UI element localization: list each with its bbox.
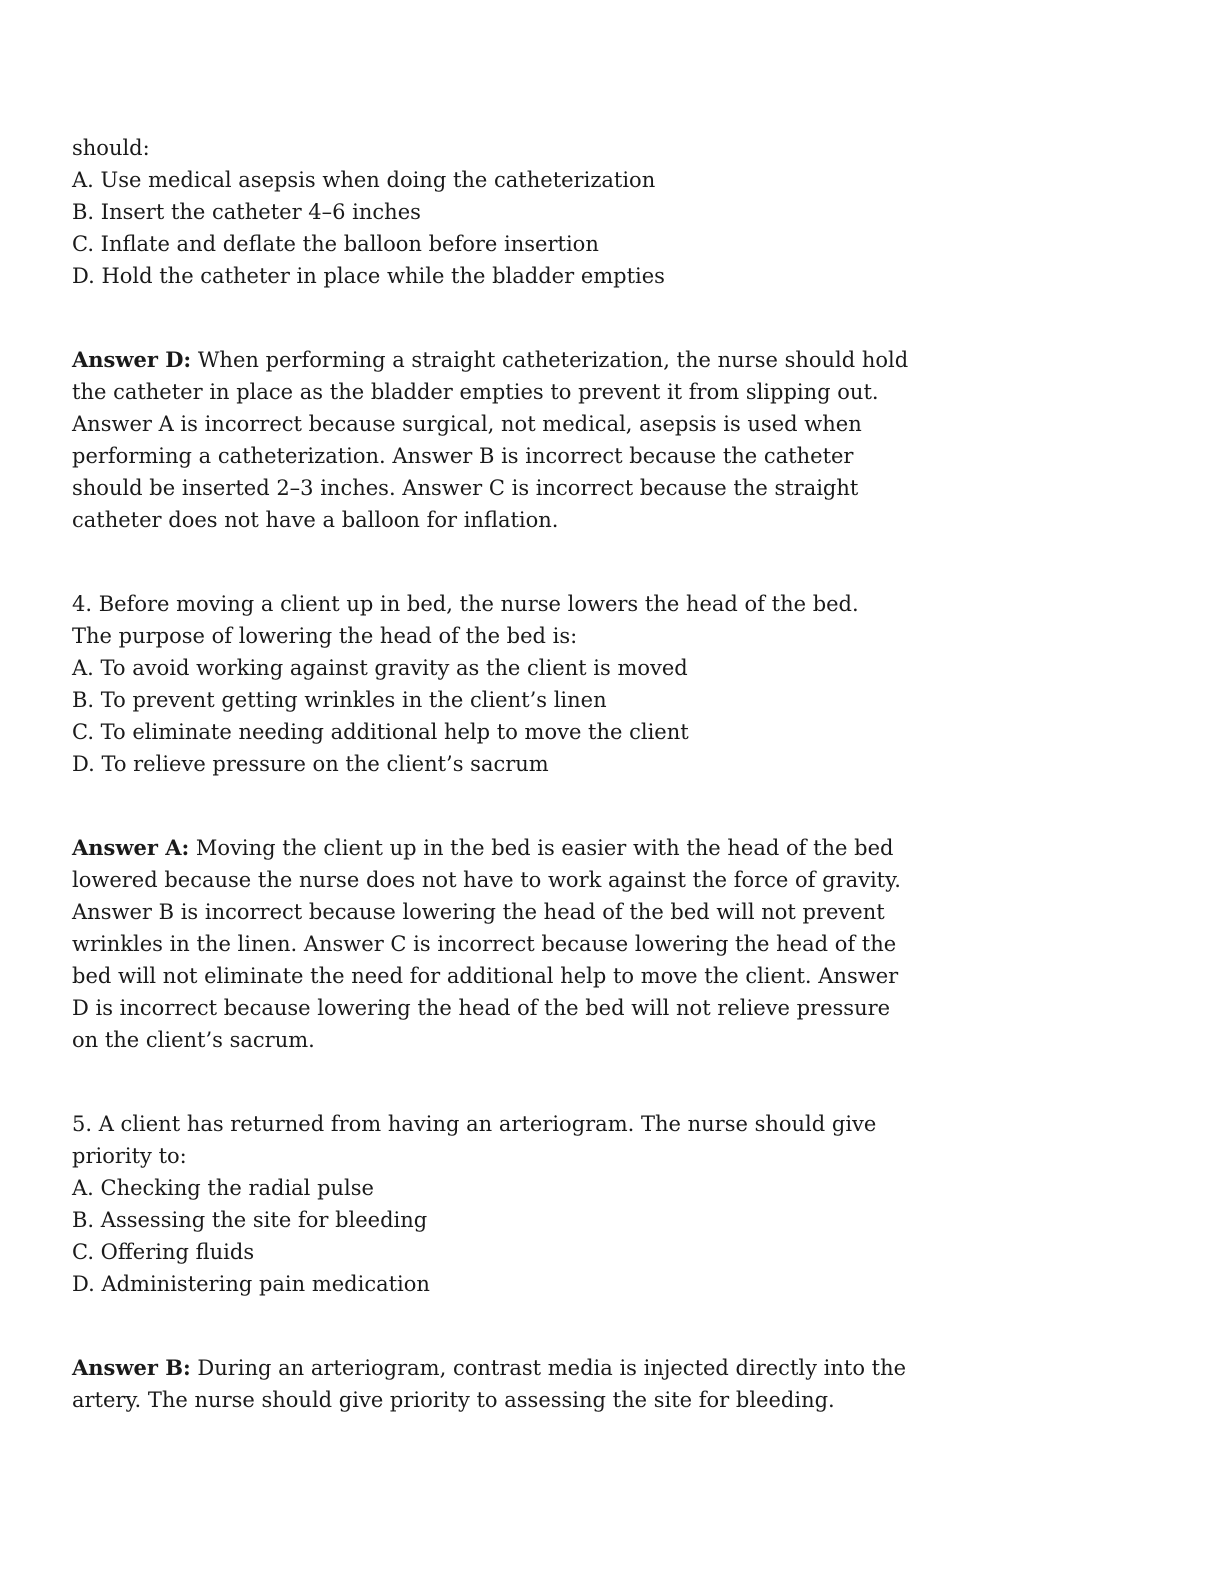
answer-line: [72, 832, 894, 864]
question-stem: The purpose of lowering the head of the bed is:: [72, 624, 578, 648]
option-d: D. Administering pain medication: [72, 1272, 430, 1296]
question-stem: 5. A client has returned from having an arteriogram. The nurse should give: [72, 1112, 877, 1136]
answer-text: During an arteriogram, contrast media is injected directly into the: [190, 1356, 907, 1380]
option-d: D. Hold the catheter in place while the bladder empties: [72, 264, 665, 288]
option-a: A. To avoid working against gravity as the client is moved: [72, 656, 688, 680]
question-stem: should:: [72, 136, 150, 160]
answer-4: [72, 832, 901, 1056]
option-b: B. To prevent getting wrinkles in the client’s linen: [72, 688, 607, 712]
option-c: C. Offering fluids: [72, 1240, 255, 1264]
answer-line: D is incorrect because lowering the head of the bed will not relieve pressure: [72, 996, 891, 1020]
option-b: B. Assessing the site for bleeding: [72, 1208, 428, 1232]
question-3: [72, 132, 872, 292]
answer-label: Answer D:: [72, 347, 192, 372]
option-a: A. Checking the radial pulse: [72, 1176, 374, 1200]
answer-line: [72, 1352, 907, 1384]
answer-line: Answer A is incorrect because surgical, not medical, asepsis is used when: [72, 412, 862, 436]
question-5: [72, 1108, 877, 1300]
answer-line: catheter does not have a balloon for inflation.: [72, 508, 559, 532]
answer-line: lowered because the nurse does not have to work against the force of gravity.: [72, 868, 901, 892]
option-b: B. Insert the catheter 4–6 inches: [72, 200, 421, 224]
answer-label: Answer A:: [72, 835, 190, 860]
option-a: A. Use medical asepsis when doing the catheterization: [72, 168, 656, 192]
option-c: C. Inflate and deflate the balloon before insertion: [72, 232, 599, 256]
answer-line: [72, 344, 909, 376]
answer-line: bed will not eliminate the need for additional help to move the client. Answer: [72, 964, 899, 988]
answer-5: [72, 1352, 907, 1416]
answer-label: Answer B:: [72, 1355, 191, 1380]
answer-text: When performing a straight catheterization, the nurse should hold: [191, 348, 909, 372]
option-d: D. To relieve pressure on the client’s sacrum: [72, 752, 549, 776]
document-page: [72, 132, 909, 1416]
question-stem: priority to:: [72, 1144, 187, 1168]
answer-text: Moving the client up in the bed is easier with the head of the bed: [189, 836, 894, 860]
answer-3: [72, 344, 909, 536]
answer-line: on the client’s sacrum.: [72, 1028, 315, 1052]
answer-line: should be inserted 2–3 inches. Answer C is incorrect because the straight: [72, 476, 859, 500]
answer-line: Answer B is incorrect because lowering the head of the bed will not prevent: [72, 900, 885, 924]
answer-line: artery. The nurse should give priority to assessing the site for bleeding.: [72, 1388, 835, 1412]
answer-line: wrinkles in the linen. Answer C is incorrect because lowering the head of the: [72, 932, 897, 956]
answer-line: the catheter in place as the bladder empties to prevent it from slipping out.: [72, 380, 879, 404]
answer-line: performing a catheterization. Answer B is incorrect because the catheter: [72, 444, 854, 468]
question-stem: 4. Before moving a client up in bed, the nurse lowers the head of the bed.: [72, 592, 859, 616]
question-4: [72, 588, 872, 780]
option-c: C. To eliminate needing additional help to move the client: [72, 720, 689, 744]
